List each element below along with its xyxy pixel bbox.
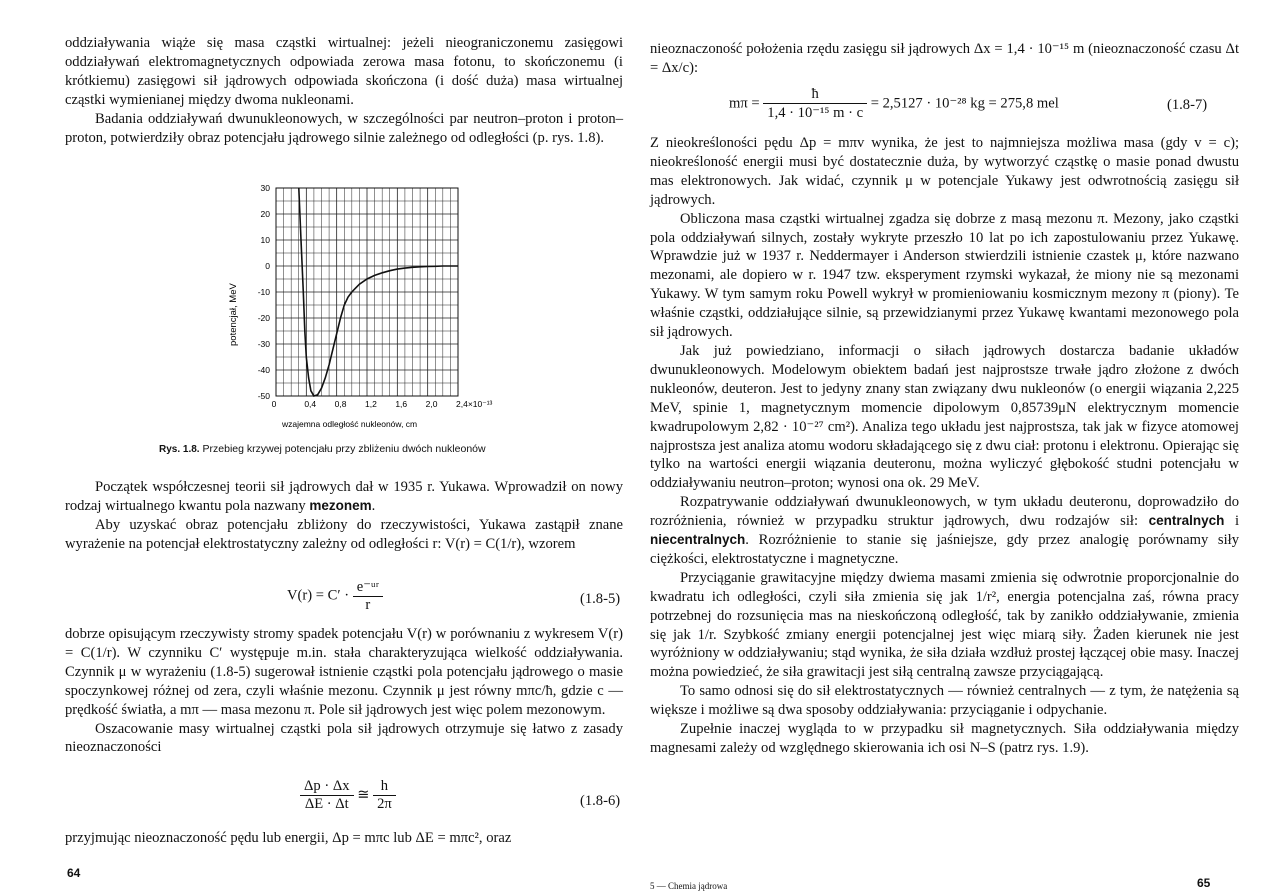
- yukawa1-text: Początek współczesnej teorii sił jądrowych dał w 1935 r. Yukawa. Wprowadził on nowy rodzaj wirtualnego kwantu pola nazwany: [65, 479, 623, 514]
- paragraph-6: To samo odnosi się do sił elektrostatycznych — również centralnych — z tym, że natężenia są większe i możliwe są dwa sposoby oddziaływania: przyciąganie i odpychanie.: [650, 683, 1239, 719]
- eq187-rhs: = 2,5127 · 10⁻²⁸ kg = 275,8 mel: [870, 95, 1059, 112]
- x-tick-label: 0: [271, 399, 277, 409]
- equation-tag-1-8-7: (1.8-7): [1167, 97, 1208, 113]
- potential-chart: [225, 178, 493, 438]
- paragraph-7: Zupełnie inaczej wygląda to w przypadku sił magnetycznych. Siła oddziaływania między magnesami zależy od względnego skierowania ich osi N–S (patrz rys. 1.9).: [650, 721, 1239, 756]
- chart-x-ticks: [272, 399, 493, 409]
- eq187-numerator: ħ: [763, 86, 867, 104]
- figure-caption: [159, 443, 486, 455]
- y-tick-label: -40: [257, 365, 270, 375]
- y-tick-label: 0: [265, 261, 270, 271]
- para4-i: i: [1234, 513, 1239, 530]
- y-tick-label: -10: [257, 287, 270, 297]
- x-tick-label: 1,2: [365, 399, 377, 409]
- eq186-numerator: Δp · Δx: [300, 778, 354, 796]
- paragraph-2: Obliczona masa cząstki wirtualnej zgadza się dobrze z masą mezonu π. Mezony, jako cząstki pola oddziaływań silnych, zostały wykryte przeszło 10 lat po ich zapostulowaniu przez Yukawę. Wprawdzie już w 1937 r. Neddermayer i Anderson stwierdzili istnienie czastek μ, które nazwano mezonami, ale dopiero w r. 1947 tzw. eksperyment rzymski wykazał, że miony nie są mezonami Yukawy. W tym samym roku Powell wykrył w promieniowaniu kosmicznym mezony π (piony). Te właśnie cząstki, oddziałujące silnie, są przewidzianymi przez Yukawę kwantami mezonowego pola sił jądrowych.: [650, 210, 1239, 341]
- paragraph-dobrze: dobrze opisującym rzeczywisty stromy spadek potencjału V(r) w porównaniu z wykresem V(r) = C(1/r). W czynniku C′ występuje m.in. stała charakteryzująca wielkość oddziaływania. Czynnik μ w wyrażeniu (1.8-5) sugerował istnienie cząstki pola potencjału jądrowego o masie spoczynkowej różnej od zera, czyli właśnie mezonu. Czynnik μ jest równy mπc/ħ, gdzie c — prędkość światła, a mπ — masa mezonu π. Pole sił jądrowych jest więc polem mezonowym.: [65, 626, 623, 718]
- para4-b: . Rozróżnienie to stanie się jaśniejsze, gdy przez analogię porównamy siły ciężkości, elektrostatyczne i magnetyczne.: [650, 532, 1239, 567]
- chart-xlabel: wzajemna odległość nukleonów, cm: [282, 419, 418, 429]
- paragraph-1: Z nieokreśloności pędu Δp = mπv wynika, że jest to najmniejsza możliwa masa (gdy v = c); nieokreśloność energii musi być dostatecznie duża, by wytworzyć cząstkę o masie ponad dwustu mas elektronowych. Jak widać, czynnik μ w potencjale Yukawy jest odwrotnością zasięgu sił jądrowych.: [650, 135, 1239, 208]
- equation-tag-1-8-5: (1.8-5): [580, 591, 621, 607]
- equation-tag-1-8-6: (1.8-6): [580, 793, 621, 809]
- eq187-denominator: 1,4 · 10⁻¹⁵ m · c: [767, 105, 864, 121]
- x-tick-label: 0,4: [304, 399, 317, 409]
- figure-label: Rys. 1.8.: [159, 444, 200, 455]
- equation-1-8-6: [300, 778, 396, 813]
- paragraph-intro: oddziaływania wiąże się masa cząstki wirtualnej: jeżeli nieograniczonemu zasięgowi oddziaływań elektromagnetycznych odpowiada zerowa masa fotonu, to skończonemu (i krótkiemu) zasięgowi sił jądrowych odpowiada skończona (i dość duża) masa wirtualnej cząstki wymienianej między dwoma nukleonami.: [65, 35, 623, 108]
- chart-y-ticks: [258, 183, 271, 401]
- chart-ylabel: potencjał, MeV: [228, 283, 239, 346]
- right-text-top: [650, 40, 1239, 78]
- eq186-approx: ≅: [357, 786, 370, 803]
- paragraph-badania: Badania oddziaływań dwunukleonowych, w szczególności par neutron–proton i proton–proton, potwierdziły obraz potencjału jądrowego silnie zależnego od odległości (p. rys. 1.8).: [65, 110, 623, 146]
- eq186-denominator: ΔE · Δt: [304, 796, 349, 812]
- eq186-rdenominator: 2π: [377, 796, 392, 812]
- paragraph-yukawa2: Aby uzyskać obraz potencjału zbliżony do rzeczywistości, Yukawa zastąpił znane wyrażenie na potencjał elektrostatyczny zależny od odległości r: V(r) = C(1/r), wzorem: [65, 516, 623, 552]
- eq187-fraction: [763, 86, 867, 122]
- left-text-top: [65, 34, 623, 147]
- paragraph-3: Jak już powiedziano, informacji o siłach jądrowych dostarcza badanie układów dwunukleonowych. Modelowym obiektem badań jest najprostsze trwałe jądro złożone z dwóch nukleonów, deuteron. Jest to jedyny znany stan związany dwu nukleonów (o energii wiązania 2,225 MeV, spinie 1, magnetycznym momencie dipolowym 0,85739μN elektrycznym momencie kwadrupolowym 2,82 · 10⁻²⁷ cm²). Analiza tego układu jest najprostsza, tak jak w fizyce atomowej najprostsza jest analiza atomu wodoru składającego się z dwu ciał: protonu i elektronu. Opierając się tylko na wartości energii wiązania deuteronu, można wyliczyć głębokość studni potencjału w oddziaływaniu neutron–proton; wynosi ona ok. 29 MeV.: [650, 342, 1239, 492]
- y-tick-label: 20: [260, 209, 270, 219]
- equation-1-8-5: [287, 578, 383, 614]
- y-tick-label: -30: [257, 339, 270, 349]
- eq185-lhs: V(r) = C′ ·: [287, 587, 350, 604]
- x-tick-label: 1,6: [395, 399, 408, 409]
- y-tick-label: 30: [260, 183, 270, 193]
- eq186-right-fraction: [373, 778, 396, 813]
- paragraph-4: [650, 493, 1239, 569]
- eq185-numerator: e⁻ᵘʳ: [353, 578, 383, 597]
- y-tick-label: -50: [257, 391, 270, 401]
- eq186-rnumerator: h: [373, 778, 396, 796]
- page-number-right: 65: [1197, 876, 1211, 890]
- y-tick-label: -20: [257, 313, 270, 323]
- para4-a: Rozpatrywanie oddziaływań dwunukleonowych, w tym układu deuteronu, doprowadziło do rozróżnienia, również w przypadku struktur jądrowych, dwu rodzajów sił:: [650, 494, 1239, 530]
- eq186-left-fraction: [300, 778, 354, 813]
- left-text-yukawa: [65, 478, 623, 554]
- y-tick-label: 10: [260, 235, 270, 245]
- eq185-denominator: r: [365, 597, 371, 613]
- left-text-last: [65, 829, 623, 848]
- page-footer: 5 — Chemia jądrowa: [650, 881, 728, 891]
- x-tick-label: 2,0: [425, 399, 438, 409]
- paragraph-yukawa1: Początek współczesnej teorii sił jądrowych dał w 1935 r. Yukawa. Wprowadził on nowy rodzaj wirtualnego kwantu pola nazwany mezonem.: [65, 479, 623, 514]
- paragraph-5: Przyciąganie grawitacyjne między dwiema masami zmienia się odwrotnie proporcjonalnie do kwadratu ich odległości, czyli siła zmienia się jak 1/r², energia potencjalna zaś, równa pracy potrzebnej do rozsunięcia mas na nieskończoną odległość, tak by zanikło oddziaływanie, zmienia się jak 1/r. Szybkość zmiany energii potencjalnej jest więc miarą siły. Żaden kierunek nie jest wyróżniony w oddziaływaniu; stąd wynika, że siła działa wzdłuż prostej łączącej obie masy. Inaczej można powiedzieć, że siła grawitacji jest siłą centralną zawsze przyciągającą.: [650, 569, 1239, 681]
- eq187-lhs: mπ =: [729, 95, 760, 112]
- centralnych-bold: centralnych: [1148, 513, 1225, 529]
- niecentralnych-bold: niecentralnych: [650, 532, 746, 548]
- paragraph-top: nieoznaczoność położenia rzędu zasięgu sił jądrowych Δx = 1,4 · 10⁻¹⁵ m (nieoznaczoność czasu Δt = Δx/c):: [650, 41, 1239, 76]
- figure-caption-text: Przebieg krzywej potencjału przy zbliżeniu dwóch nukleonów: [202, 443, 486, 455]
- eq185-fraction: [353, 578, 383, 614]
- x-tick-label: 2,4×10⁻¹³: [456, 399, 493, 409]
- paragraph-last: przyjmując nieoznaczoność pędu lub energii, Δp = mπc lub ΔE = mπc², oraz: [65, 830, 512, 846]
- right-text-body: [650, 134, 1239, 758]
- equation-1-8-7: [729, 86, 1059, 122]
- mezonem-bold: mezonem: [309, 497, 372, 513]
- page-number-left: 64: [67, 866, 81, 880]
- paragraph-oszacowanie: Oszacowanie masy wirtualnej cząstki pola sił jądrowych otrzymuje się łatwo z zasady nieoznaczoności: [65, 720, 623, 756]
- left-text-dobrze: [65, 625, 623, 757]
- right-page: [632, 0, 1263, 893]
- left-page: [0, 0, 631, 893]
- x-tick-label: 0,8: [334, 399, 347, 409]
